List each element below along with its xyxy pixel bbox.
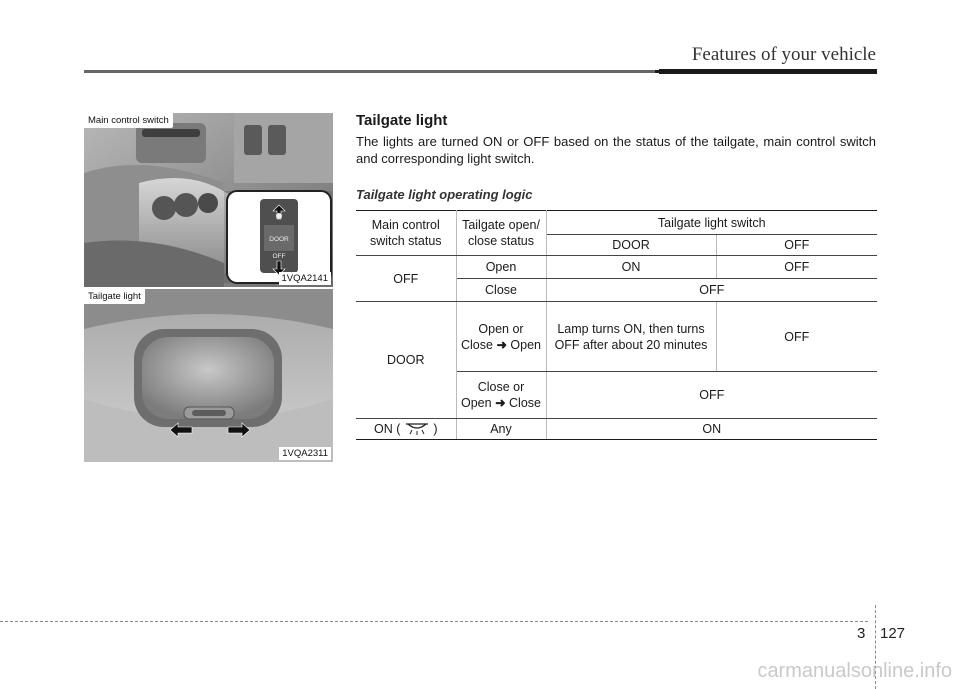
state-text: Close or: [477, 380, 525, 394]
cell-close-result: OFF: [546, 279, 877, 302]
cell-open-close-open: [456, 302, 546, 372]
table-row: [356, 419, 877, 440]
cell-lamp-timer: Lamp turns ON, then turns OFF after about 20 minutes: [546, 302, 716, 372]
header-tailgate-status: Tailgate open/ close status: [456, 211, 546, 256]
state-text: Open or: [478, 321, 524, 336]
tailgate-light-label: Tailgate light: [84, 289, 145, 304]
section-title: Tailgate light: [356, 112, 448, 129]
cell-main-off: OFF: [356, 256, 456, 302]
inset-off-label: OFF: [272, 253, 286, 260]
cell-door-off: OFF: [716, 302, 877, 372]
cell-open-door: ON: [546, 256, 716, 279]
cell-any-result: ON: [546, 419, 877, 440]
main-control-switch-figure: [84, 113, 333, 287]
inset-door-label: DOOR: [269, 236, 289, 243]
main-control-switch-label: Main control switch: [84, 113, 173, 128]
header-tailgate-light-switch: Tailgate light switch: [546, 211, 877, 235]
chapter-number: 3: [857, 625, 866, 642]
arrow-right-icon: ➜: [496, 337, 507, 352]
intro-paragraph: The lights are turned ON or OFF based on the status of the tailgate, main control switch and corresponding light switch.: [356, 134, 876, 166]
figure-code-1: 1VQA2141: [279, 272, 331, 285]
page-number: 127: [880, 625, 906, 642]
cell-main-on: [356, 419, 456, 440]
dome-lamp-icon: [404, 421, 430, 435]
state-text: Close: [509, 396, 541, 410]
table-row: [356, 302, 877, 372]
tailgate-logic-table: [356, 210, 877, 440]
cell-open: Open: [456, 256, 546, 279]
state-text: Open: [460, 396, 492, 410]
cell-close: Close: [456, 279, 546, 302]
arrow-right-icon: ➜: [495, 396, 506, 410]
header-rule: [84, 70, 877, 73]
header-main-switch-status: Main control switch status: [356, 211, 456, 256]
state-text: Open: [510, 337, 541, 352]
watermark-text: carmanualsonline.info: [757, 660, 952, 682]
header-off: OFF: [716, 235, 877, 256]
state-text: ON (: [373, 422, 401, 436]
state-text: Close: [460, 337, 493, 352]
tailgate-light-figure: [84, 289, 333, 462]
cell-main-door: DOOR: [356, 302, 456, 419]
header-door: DOOR: [546, 235, 716, 256]
figure-code-2: 1VQA2311: [279, 447, 331, 460]
cell-close-open-close-result: OFF: [546, 372, 877, 419]
tailgate-lamp-illustration: [84, 289, 333, 462]
dashboard-illustration: [84, 113, 333, 287]
cell-open-off: OFF: [716, 256, 877, 279]
footer-rule: [0, 621, 868, 622]
state-text: ): [433, 422, 438, 436]
cell-any: Any: [456, 419, 546, 440]
page-header-title: Features of your vehicle: [691, 44, 876, 65]
cell-close-open-close: [456, 372, 546, 419]
table-title: Tailgate light operating logic: [356, 187, 533, 202]
table-row: [356, 211, 877, 235]
table-row: [356, 256, 877, 279]
